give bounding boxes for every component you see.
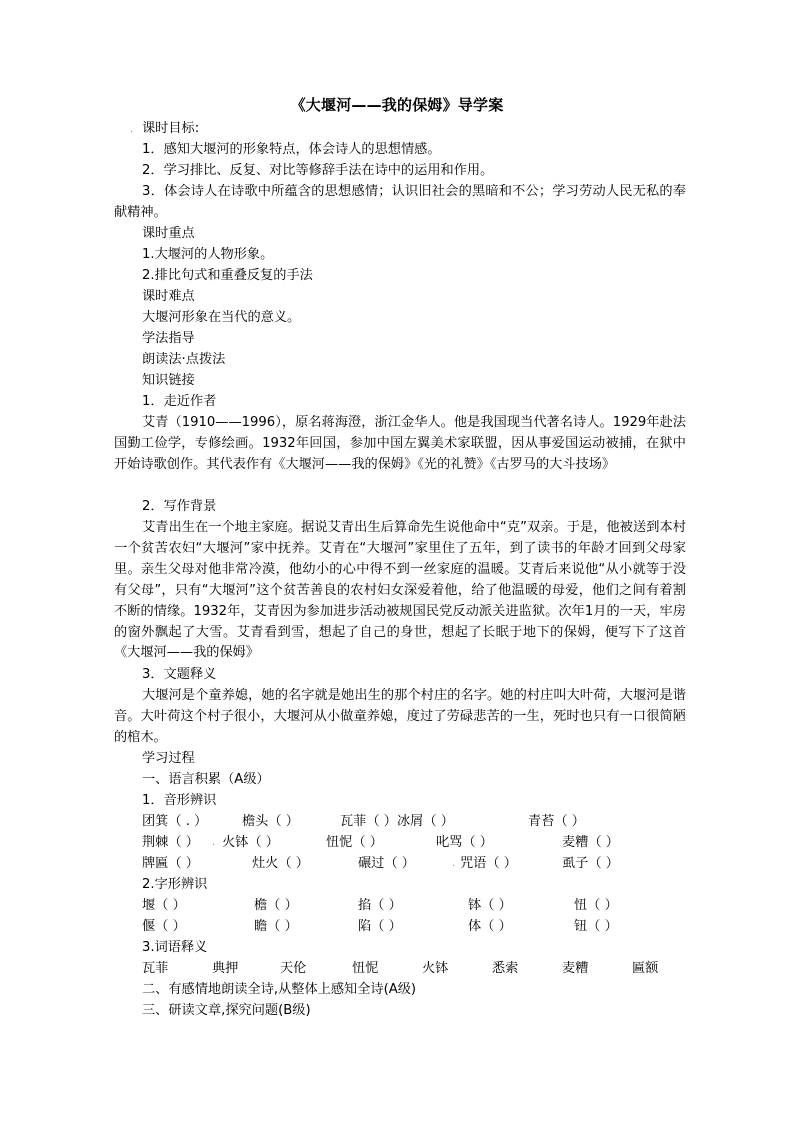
char-item: 钮（ ） bbox=[574, 919, 618, 934]
pron-item: 火钵（ ） bbox=[222, 835, 279, 850]
objective-1: 1．感知大堰河的形象特点，体会诗人的思想情感。 bbox=[142, 142, 441, 157]
method-heading: 学法指导 bbox=[142, 331, 195, 346]
character-row-1 bbox=[142, 896, 662, 916]
knowledge-heading: 知识链接 bbox=[142, 373, 195, 388]
vocab-item: 麦糟 bbox=[562, 961, 589, 976]
focus-1: 1.大堰河的人物形象。 bbox=[142, 247, 274, 262]
difficulty-heading: 课时难点 bbox=[142, 289, 195, 304]
pron-item: 咒语（ ） bbox=[460, 856, 517, 871]
section-2-heading: 二、有感情地朗读全诗,从整体上感知全诗(A级) bbox=[142, 982, 417, 997]
objectives-heading: 课时目标: bbox=[142, 121, 200, 136]
pron-item: 青苔（ ） bbox=[528, 814, 585, 829]
title-explain-heading: 3．文题释义 bbox=[142, 667, 217, 682]
vocab-item: 匾额 bbox=[632, 961, 659, 976]
char-item: 钵（ ） bbox=[468, 898, 512, 913]
char-item: 堰（ ） bbox=[142, 898, 186, 913]
pron-item: 忸怩（ ） bbox=[326, 835, 383, 850]
vocab-item: 天伦 bbox=[280, 961, 307, 976]
pron-item: 碾过（ ） bbox=[358, 856, 415, 871]
objective-3: 3．体会诗人在诗歌中所蕴含的思想感情；认识旧社会的黑暗和不公；学习劳动人民无私的奉献精神。 bbox=[114, 184, 686, 220]
author-heading: 1．走近作者 bbox=[142, 394, 217, 409]
pron-item: 牌匾（ ） bbox=[142, 856, 199, 871]
difficulty-text: 大堰河形象在当代的意义。 bbox=[142, 310, 301, 325]
pron-item: 荆棘（ ） bbox=[142, 835, 199, 850]
vocab-row bbox=[142, 959, 662, 979]
mark-dot: . bbox=[452, 858, 456, 869]
vocab-item: 火钵 bbox=[422, 961, 449, 976]
process-heading: 学习过程 bbox=[142, 751, 195, 766]
char-item: 檐（ ） bbox=[254, 898, 298, 913]
section-1-heading: 一、语言积累（A级） bbox=[142, 772, 270, 787]
pron-item: 麦糟（ ） bbox=[562, 835, 619, 850]
section-3-heading: 三、研读文章,探究问题(B级) bbox=[142, 1003, 311, 1018]
character-heading: 2.字形辨识 bbox=[142, 877, 208, 892]
pronunciation-row-2 bbox=[142, 833, 662, 853]
background-heading: 2．写作背景 bbox=[142, 499, 217, 514]
page-title: 《大堰河——我的保姆》导学案 bbox=[290, 96, 504, 114]
pronunciation-row-1 bbox=[142, 812, 662, 832]
vocab-item: 瓦菲 bbox=[142, 961, 169, 976]
pron-item: 灶火（ ） bbox=[252, 856, 309, 871]
vocab-heading: 3.词语释义 bbox=[142, 940, 208, 955]
pron-item: 虱子（ ） bbox=[562, 856, 619, 871]
char-item: 体（ ） bbox=[468, 919, 512, 934]
char-item: 忸（ ） bbox=[574, 898, 618, 913]
character-row-2 bbox=[142, 917, 662, 937]
bullet-mark: . bbox=[130, 124, 134, 135]
pron-item: 团箕（ . ） bbox=[142, 814, 208, 829]
focus-2: 2.排比句式和重叠反复的手法 bbox=[142, 268, 313, 283]
pron-item: 叱骂（ ） bbox=[436, 835, 493, 850]
vocab-item: 忸怩 bbox=[352, 961, 379, 976]
background-paragraph: 艾青出生在一个地主家庭。据说艾青出生后算命先生说他命中“克”双亲。于是，他被送到本村一个贫苦农妇“大堰河”家中抚养。艾青在“大堰河”家里住了五年，到了读书的年龄才回到父母家里。亲生父母对他非常冷漠，他幼小的心中得不到一丝家庭的温暖。艾青后来说他“从小就等于没有父母”，只有“大堰河”这个贫苦善良的农村妇女深爱着他，给了他温暖的母爱，他们之间有着割不断的情缘。1932年，艾青因为参加进步活动被规国民党反动派关进监狱。次年1月的一天，牢房的窗外飘起了大雪。艾青看到雪，想起了自己的身世，想起了长眠于地下的保姆，便写下了这首《大堰河——我的保姆》 bbox=[114, 520, 686, 661]
pron-item: 檐头（ ） bbox=[242, 814, 299, 829]
author-paragraph: 艾青（1910——1996），原名蒋海澄，浙江金华人。他是我国现当代著名诗人。1929年赴法国勤工俭学，专修绘画。1932年回国，参加中国左翼美术家联盟，因从事爱国运动被捕，在狱中开始诗歌创作。其代表作有《大堰河——我的保姆》《光的礼赞》《古罗马的大斗技场》 bbox=[114, 415, 686, 472]
objective-2: 2．学习排比、反复、对比等修辞手法在诗中的运用和作用。 bbox=[142, 163, 494, 178]
char-item: 陷（ ） bbox=[358, 919, 402, 934]
char-item: 瞻（ ） bbox=[254, 919, 298, 934]
title-explain-paragraph: 大堰河是个童养媳，她的名字就是她出生的那个村庄的名字。她的村庄叫大叶荷，大堰河是谐音。大叶荷这个村子很小，大堰河从小做童养媳，度过了劳碌悲苦的一生，死时也只有一口很简陋的棺木。 bbox=[114, 688, 686, 745]
char-item: 掐（ ） bbox=[358, 898, 402, 913]
pronunciation-heading: 1．音形辨识 bbox=[142, 793, 217, 808]
pronunciation-row-3 bbox=[142, 854, 662, 874]
vocab-item: 悉索 bbox=[492, 961, 519, 976]
mark-dot: . bbox=[212, 837, 216, 848]
vocab-item: 典押 bbox=[212, 961, 239, 976]
char-item: 偃（ ） bbox=[142, 919, 186, 934]
method-text: 朗读法·点拨法 bbox=[142, 352, 226, 367]
focus-heading: 课时重点 bbox=[142, 226, 195, 241]
pron-item: 瓦菲（ ）冰屑（ ） bbox=[340, 814, 454, 829]
